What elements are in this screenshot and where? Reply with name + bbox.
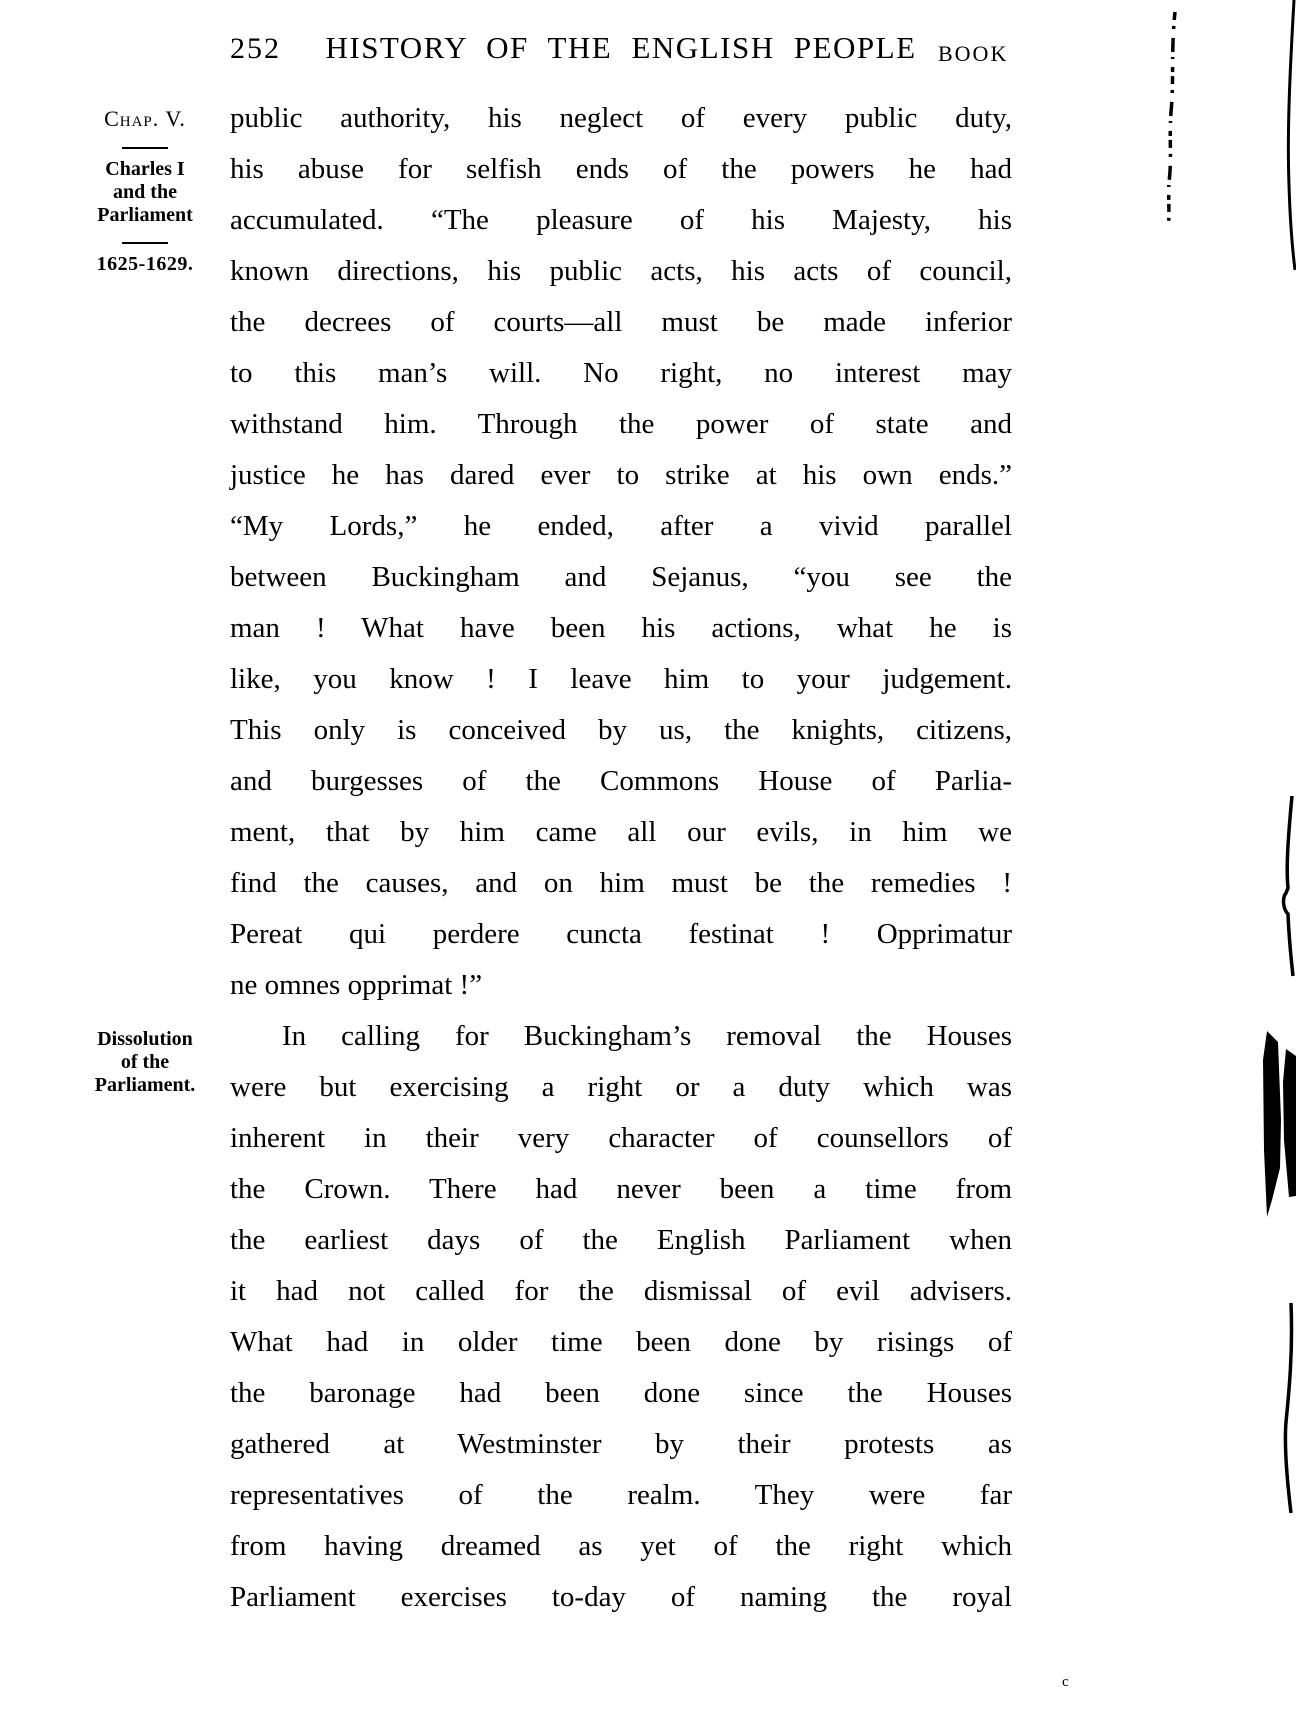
date-range: 1625-1629. [96,253,194,275]
text-line: known directions, his public acts, his acts of council, [230,255,1012,287]
text-line: This only is conceived by us, the knights, citizens, [230,714,1012,746]
text-line: withstand him. Through the power of state and [230,408,1012,440]
text-line: ment, that by him came all our evils, in him we [230,816,1012,848]
scan-edge-line-middle [1284,796,1293,976]
text-line: Pereat qui perdere cuncta festinat ! Opprimatur [230,918,1012,950]
text-line: Parliament exercises to-day of naming the royal [230,1581,1012,1613]
text-line: What had in older time been done by risings of [230,1326,1012,1358]
text-line: In calling for Buckingham’s removal the Houses [282,1020,1012,1052]
sidenote-line: Charles I [105,158,185,180]
sidenote-chapter-block [64,106,226,276]
text-line: the decrees of courts—all must be made inferior [230,306,1012,338]
scan-scratch-top-right [1168,12,1175,227]
text-line: the baronage had been done since the Houses [230,1377,1012,1409]
text-line: ne omnes opprimat !” [230,969,483,1001]
text-line: the earliest days of the English Parliament when [230,1224,1012,1256]
text-line: “My Lords,” he ended, after a vivid parallel [230,510,1012,542]
text-line: inherent in their very character of counsellors of [230,1122,1012,1154]
text-line: and burgesses of the Commons House of Parlia- [230,765,1012,797]
text-line: his abuse for selfish ends of the powers he had [230,153,1012,185]
sidenote-line: Dissolution [97,1028,193,1050]
sidenote-line: Parliament [97,204,193,226]
text-line: gathered at Westminster by their protests as [230,1428,1012,1460]
text-line: find the causes, and on him must be the remedies ! [230,867,1012,899]
sidenote-rule [122,147,168,149]
sidenote-line: Parliament. [94,1074,196,1096]
chapter-heading: Chap. V. [104,106,186,131]
book-label: BOOK [938,41,1009,66]
text-line: accumulated. “The pleasure of his Majesty, his [230,204,1012,236]
scan-ink-bar-right [1283,1049,1296,1197]
text-line: between Buckingham and Sejanus, “you see the [230,561,1012,593]
page-number: 252 [230,32,281,65]
paragraph-1 [230,93,1012,1011]
body-text [230,93,1012,1623]
scan-ink-bar-left [1263,1031,1281,1217]
sidenote-dissolution-block [64,1028,226,1097]
chapter-subject [64,158,226,227]
sidenote-line: of the [120,1051,170,1073]
text-line: were but exercising a right or a duty which was [230,1071,1012,1103]
sidenote-rule [122,242,168,244]
text-line: man ! What have been his actions, what he is [230,612,1012,644]
text-line: it had not called for the dismissal of evil advisers. [230,1275,1012,1307]
sidenote-line: and the [113,181,177,203]
paragraph-2 [230,1011,1012,1623]
text-line: like, you know ! I leave him to your judgement. [230,663,1012,695]
stray-ink-mark: c [1062,1674,1069,1690]
text-line: the Crown. There had never been a time from [230,1173,1012,1205]
text-line: from having dreamed as yet of the right which [230,1530,1012,1562]
scan-edge-line-bottom [1285,1303,1291,1513]
text-line: justice he has dared ever to strike at his own ends.” [230,459,1012,491]
running-title: HISTORY OF THE ENGLISH PEOPLE [325,30,917,65]
text-line: representatives of the realm. They were far [230,1479,1012,1511]
text-line: to this man’s will. No right, no interest may [230,357,1012,389]
scan-edge-line-top [1288,0,1295,270]
text-line: public authority, his neglect of every public duty, [230,102,1012,134]
